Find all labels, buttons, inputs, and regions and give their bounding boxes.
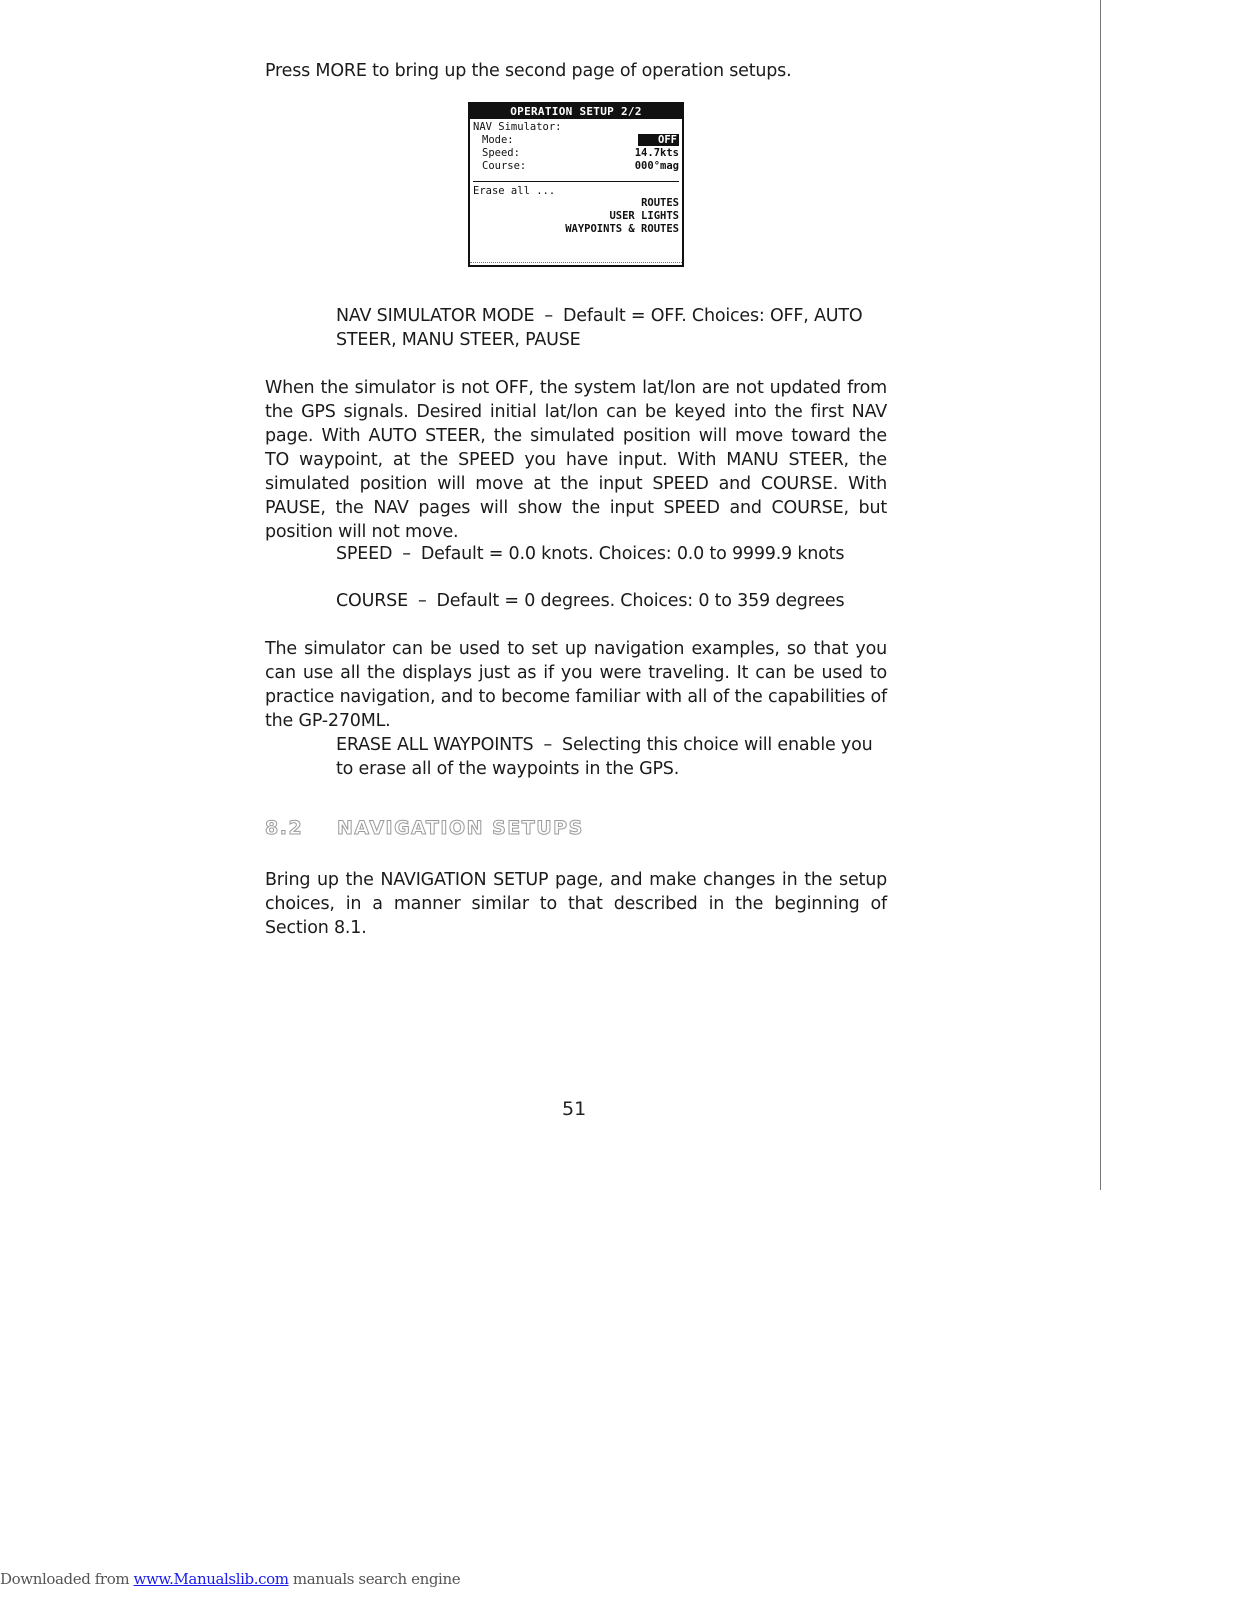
- page-number: 51: [562, 1098, 587, 1120]
- examples-paragraph: The simulator can be used to set up navigation examples, so that you can use all the displays just as if you were traveling. It can be used to practice navigation, and to become familiar with all of the capabilities of the GP-270ML.: [265, 639, 887, 731]
- nav-sim-mode-item: NAV SIMULATOR MODE – Default = OFF. Choices: OFF, AUTO STEER, MANU STEER, PAUSE: [336, 306, 863, 350]
- navigation-setup-paragraph: Bring up the NAVIGATION SETUP page, and make changes in the setup choices, in a manner similar to that described in the beginning of Section 8.1.: [265, 870, 887, 938]
- speed-value: 14.7kts: [634, 147, 679, 159]
- page-edge-rule: [1100, 0, 1101, 1190]
- operation-setup-screen: [468, 102, 684, 267]
- erase-option-waypoints-routes: WAYPOINTS & ROUTES: [565, 223, 679, 235]
- erase-option-routes: ROUTES: [641, 197, 679, 209]
- screen-divider: [473, 181, 679, 182]
- course-item: COURSE – Default = 0 degrees. Choices: 0 to 359 degrees: [336, 591, 845, 611]
- screen-title: OPERATION SETUP 2/2: [470, 104, 682, 119]
- download-footer: Downloaded from www.Manualslib.com manuals search engine: [0, 1570, 461, 1588]
- erase-waypoints-item: ERASE ALL WAYPOINTS – Selecting this choice will enable you to erase all of the waypoints in the GPS.: [336, 735, 873, 779]
- course-label: Course:: [482, 160, 527, 172]
- nav-simulator-label: NAV Simulator:: [473, 121, 562, 133]
- manualslib-link[interactable]: www.Manualslib.com: [133, 1570, 289, 1588]
- mode-value: OFF: [638, 134, 679, 146]
- mode-label: Mode:: [482, 134, 514, 146]
- simulator-paragraph: When the simulator is not OFF, the system lat/lon are not updated from the GPS signals. Desired initial lat/lon can be keyed into the first NAV page. With AUTO STEER, the simulated position will move toward the TO waypoint, at the SPEED you have input. With MANU STEER, the simulated position will move at the input SPEED and COURSE. With PAUSE, the NAV pages will show the input SPEED and COURSE, but position will not move.: [265, 378, 887, 542]
- course-value: 000°mag: [634, 160, 679, 172]
- intro-text: Press MORE to bring up the second page of operation setups.: [265, 61, 792, 81]
- screen-bottom-line: [470, 262, 682, 263]
- section-number: 8.2: [265, 817, 304, 839]
- erase-option-user-lights: USER LIGHTS: [609, 210, 679, 222]
- speed-item: SPEED – Default = 0.0 knots. Choices: 0.0 to 9999.9 knots: [336, 544, 845, 564]
- speed-label: Speed:: [482, 147, 520, 159]
- section-title: NAVIGATION SETUPS: [337, 817, 584, 839]
- section-heading: [265, 817, 584, 839]
- erase-label: Erase all ...: [473, 185, 556, 197]
